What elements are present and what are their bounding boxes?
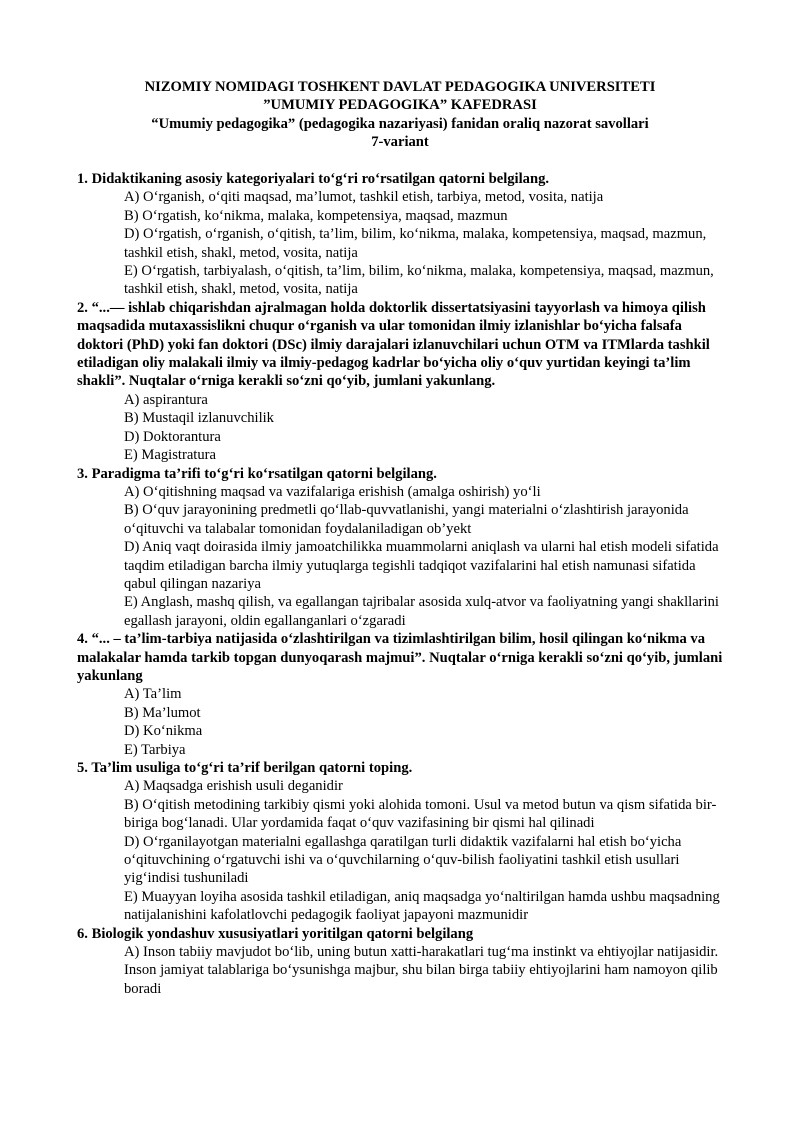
question-text: 6. Biologik yondashuv xususiyatlari yoritilgan qatorni belgilang [77,925,474,942]
university-title: NIZOMIY NOMIDAGI TOSHKENT DAVLAT PEDAGOGIKA UNIVERSITETI [144,79,656,95]
department-title: ”UMUMIY PEDAGOGIKA” KAFEDRASI [263,97,537,114]
option-item: E) Muayyan loyiha asosida tashkil etiladigan, aniq maqsadga yo‘naltirilgan hamda ushbu maqsadning natijalanishini kafolatlovchi pedagogik faoliyat japayoni mazmunidir [124,888,720,924]
option-item: B) Ma’lumot [124,704,201,721]
question-block [77,925,725,999]
question-text: 2. “...— ishlab chiqarishdan ajralmagan holda doktorlik dissertatsiyasini tayyorlash va himoya qilish maqsadida mutaxassislikni chuqur o‘rganish va ular tomonidan ilmiy izlanishlar bo‘yicha falsafa doktori (PhD) yoki fan doktori (DSc) ilmiy darajalari izlanuvchilari uchun OTM va ITMlarda tashkil etiladigan oliy malakali ilmiy va ilmiy-pedagog kadrlar bo‘yicha oliy o‘quv yurtidan keyingi ta’lim shakli”. Nuqtalar o‘rniga kerakli so‘zni qo‘yib, jumlani yakunlang. [77,299,710,390]
question-text: 4. “... – ta’lim-tarbiya natijasida o‘zlashtirilgan va tizimlashtirilgan bilim, hosil qilingan ko‘nikma va malakalar hamda tarkib topgan dunyoqarash majmui”. Nuqtalar o‘rniga kerakli so‘zni qo‘yib, jumlani yakunlang [77,631,723,684]
option-item: A) Ta’lim [124,686,182,703]
option-list [77,483,725,630]
option-item: B) Mustaqil izlanuvchilik [124,410,274,427]
option-item: B) O‘qitish metodining tarkibiy qismi yoki alohida tomoni. Usul va metod butun va qism sifatida bir-biriga bog‘lanadi. Ular yordamida faqat o‘quv vazifasining bir qismi hal qilinadi [124,796,717,832]
option-list [77,685,725,759]
question-text: 3. Paradigma ta’rifi to‘g‘ri ko‘rsatilgan qatorni belgilang. [77,465,437,482]
question-text: 1. Didaktikaning asosiy kategoriyalari to‘g‘ri ro‘rsatilgan qatorni belgilang. [77,171,550,187]
question-block [77,630,725,759]
option-item: B) O‘quv jarayonining predmetli qo‘llab-quvvatlanishi, yangi materialni o‘zlashtirish jarayonida o‘qituvchi va talabalar tomonidan foydalaniladigan ob’yekt [124,502,689,537]
document-header [0,78,800,152]
option-item: A) Maqsadga erishish usuli deganidir [124,778,343,795]
option-item: D) Doktorantura [124,428,221,445]
question-block [77,465,725,631]
option-list [77,391,725,465]
variant-label: 7-variant [371,134,429,151]
option-item: D) Ko‘nikma [124,723,203,740]
questions-list [77,170,725,998]
option-item: E) Anglash, mashq qilish, va egallangan tajribalar asosida xulq-atvor va faoliyatning yangi shakllarini egallash jarayoni, oldin egallanganlari o‘zgaradi [124,594,719,629]
option-list [77,943,725,998]
option-item: D) O‘rganilayotgan materialni egallashga qaratilgan turli didaktik vazifalarni hal etish bo‘yicha o‘qituvchining o‘rgatuvchi ishi va o‘quvchilarning o‘quv-bilish faoliyatini tashkil etish usullari yig‘indisi tushuniladi [124,833,682,887]
option-item: D) Aniq vaqt doirasida ilmiy jamoatchilikka muammolarni aniqlash va ularni hal etish modeli sifatida taqdim etiladigan barcha ilmiy yutuqlarga tegishli tadqiqot vazifalarini hal etish namunasi sifatida qabul qilingan nazariya [124,539,719,592]
question-block [77,170,725,299]
option-item: A) aspirantura [124,391,208,408]
option-item: B) O‘rgatish, ko‘nikma, malaka, kompetensiya, maqsad, mazmun [124,207,508,224]
option-list [77,188,725,298]
exam-title: “Umumiy pedagogika” (pedagogika nazariyasi) fanidan oraliq nazorat savollari [151,115,649,132]
option-item: E) Magistratura [124,447,216,464]
question-block [77,759,725,925]
option-item: A) Inson tabiiy mavjudot bo‘lib, uning butun xatti-harakatlari tug‘ma instinkt va ehtiyojlar natijasidir. Inson jamiyat talablariga bo‘ysunishga majbur, shu bilan birga tabiiy ehtiyojlarini ham namoyon qilib boradi [124,944,719,997]
question-block [77,299,725,465]
option-list [77,777,725,924]
option-item: D) O‘rgatish, o‘rganish, o‘qitish, ta’lim, bilim, ko‘nikma, malaka, kompetensiya, maqsad, mazmun, tashkil etish, shakl, metod, vosita, natija [124,226,707,261]
option-item: A) O‘qitishning maqsad va vazifalariga erishish (amalga oshirish) yo‘li [124,483,541,500]
option-item: E) O‘rgatish, tarbiyalash, o‘qitish, ta’lim, bilim, ko‘nikma, malaka, kompetensiya, maqsad, mazmun, tashkil etish, shakl, metod, vosita, natija [124,263,714,298]
question-text: 5. Ta’lim usuliga to‘g‘ri ta’rif berilgan qatorni toping. [77,760,413,776]
option-item: A) O‘rganish, o‘qiti maqsad, ma’lumot, tashkil etish, tarbiya, metod, vosita, natija [124,189,604,206]
option-item: E) Tarbiya [124,741,186,758]
